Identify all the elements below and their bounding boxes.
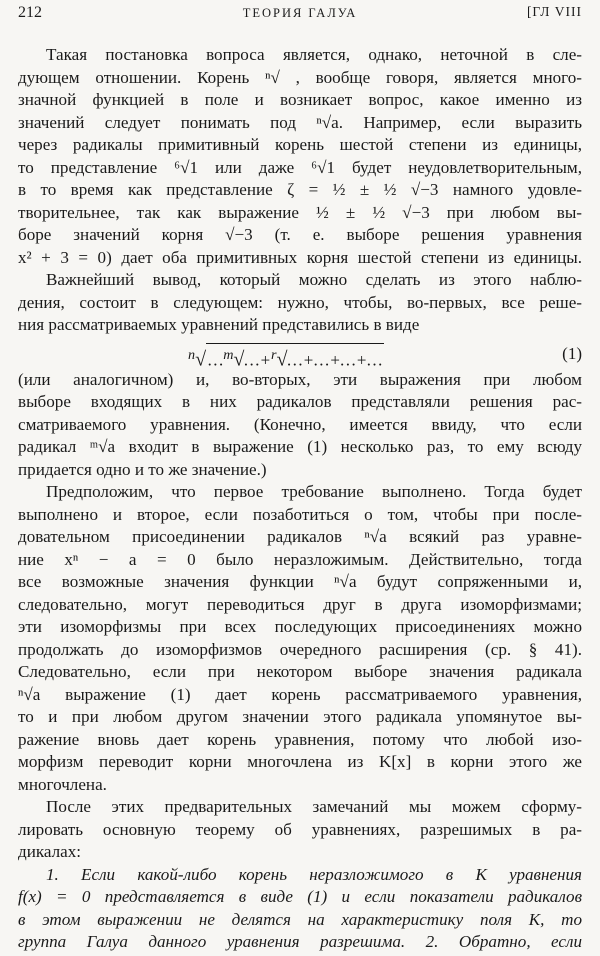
text-line: Такая постановка вопроса является, однако, неточной в сле- <box>46 45 582 64</box>
text-line: ние xⁿ − a = 0 было неразложимым. Действительно, тогда <box>18 549 582 569</box>
text-line: выборе входящих в них радикалов представляли решения рас- <box>18 392 582 411</box>
inner-index-r: r <box>271 346 277 363</box>
root-index: n <box>188 346 196 363</box>
equation-1 <box>18 339 582 369</box>
text-line: дикалах: <box>18 842 82 861</box>
text-line: эти изоморфизмы при всех последующих присоединениях можно <box>18 617 582 636</box>
radical-sign: √ <box>195 348 207 371</box>
page-header <box>18 2 582 28</box>
text-line: довательном присоединении радикалов ⁿ√a всякий раз уравне- <box>18 527 582 546</box>
text-line: Следовательно, если при некотором выборе значения радикала <box>18 662 582 681</box>
formula-part: … <box>208 350 224 370</box>
body-text <box>18 44 582 954</box>
nested-radical-formula <box>188 343 384 372</box>
text-line: (или аналогичном) и, во-вторых, эти выражения при любом <box>18 369 582 389</box>
text-line: Предположим, что первое требование выполнено. Тогда будет <box>46 482 582 501</box>
text-line: f(x) = 0 представляется в виде (1) и если показатели радикалов <box>18 887 582 906</box>
paragraph-3 <box>18 369 582 482</box>
paragraph-5 <box>18 796 582 864</box>
running-title: ТЕОРИЯ ГАЛУА <box>242 6 358 20</box>
paragraph-1 <box>18 44 582 269</box>
paragraph-2 <box>18 269 582 337</box>
text-line: боре значений корня √−3 (т. е. выборе решения уравнения <box>18 225 582 244</box>
formula-part: …+…+…+… <box>287 350 383 370</box>
chapter-label: [ГЛ VIII <box>526 4 582 19</box>
text-line: группа Галуа данного уравнения разрешима. 2. Обратно, если <box>18 932 582 951</box>
text-line: дения, состоит в следующем: нужно, чтобы, во-первых, все реше- <box>18 292 582 312</box>
text-line: все возможные значения функции ⁿ√a будут сопряженными и, <box>18 572 582 591</box>
text-line: то представление ⁶√1 или даже ⁶√1 будет неудовлетворительным, <box>18 157 582 177</box>
text-line: значной функцией в поле и возникает вопрос, какое именно из <box>18 90 582 109</box>
text-line: выполнено и второе, если позаботиться о том, чтобы при после- <box>18 504 582 524</box>
inner-radical-sign: √ <box>233 348 245 371</box>
text-line: продолжать до изоморфизмов очередного расширения (ср. § 41). <box>18 639 582 659</box>
text-line: творительнее, так как выражение ½ ± ½ √−3 при любом вы- <box>18 202 582 222</box>
text-line: ⁿ√a выражение (1) дает корень рассматриваемого уравнения, <box>18 684 582 704</box>
text-line: значений следует понимать под ⁿ√a. Например, если выразить <box>18 112 582 132</box>
text-line: радикал ᵐ√a входит в выражение (1) несколько раз, то ему всюду <box>18 437 582 456</box>
equation-number: (1) <box>562 343 582 363</box>
text-line: сматриваемого уравнения. (Конечно, имеется ввиду, что если <box>18 414 582 434</box>
text-line: то и при любом другом значении этого радикала упомянутое вы- <box>18 707 582 726</box>
text-line: придается одно и то же значение.) <box>18 459 267 479</box>
text-line: через радикалы примитивный корень шестой степени из единицы, <box>18 135 582 154</box>
text-line: 1. Если какой-либо корень неразложимого в K уравнения <box>46 864 582 884</box>
text-line: После этих предварительных замечаний мы можем сформу- <box>46 797 582 816</box>
text-line: x² + 3 = 0) дает оба примитивных корня шестой степени из единицы. <box>18 247 582 267</box>
page-number: 212 <box>18 4 42 21</box>
theorem-paragraph <box>18 864 582 954</box>
formula-part: …+ <box>244 350 271 370</box>
text-line: Важнейший вывод, который можно сделать из этого наблю- <box>46 270 582 289</box>
text-line: в этом выражении не делятся на характеристику поля K, то <box>18 909 582 929</box>
text-line: лировать основную теорему об уравнениях, разрешимых в ра- <box>18 819 582 839</box>
text-line: следовательно, могут переводиться друг в друга изоморфизмами; <box>18 594 582 614</box>
text-line: морфизм переводит корни многочлена из K[x] в корни этого же <box>18 752 582 771</box>
inner-index-m: m <box>223 346 234 363</box>
inner-radical-sign: √ <box>276 348 288 371</box>
paragraph-4 <box>18 481 582 796</box>
text-line: многочлена. <box>18 774 107 794</box>
text-line: ражение вновь дает корень уравнения, потому что любой изо- <box>18 729 582 749</box>
text-line: ния рассматриваемых уравнений представились в виде <box>18 315 420 334</box>
text-line: дующем отношении. Корень ⁿ√ , вообще говоря, является много- <box>18 67 582 87</box>
radicand <box>206 343 384 372</box>
text-line: в то время как представление ζ = ½ ± ½ √−3 намного удовле- <box>18 180 582 199</box>
